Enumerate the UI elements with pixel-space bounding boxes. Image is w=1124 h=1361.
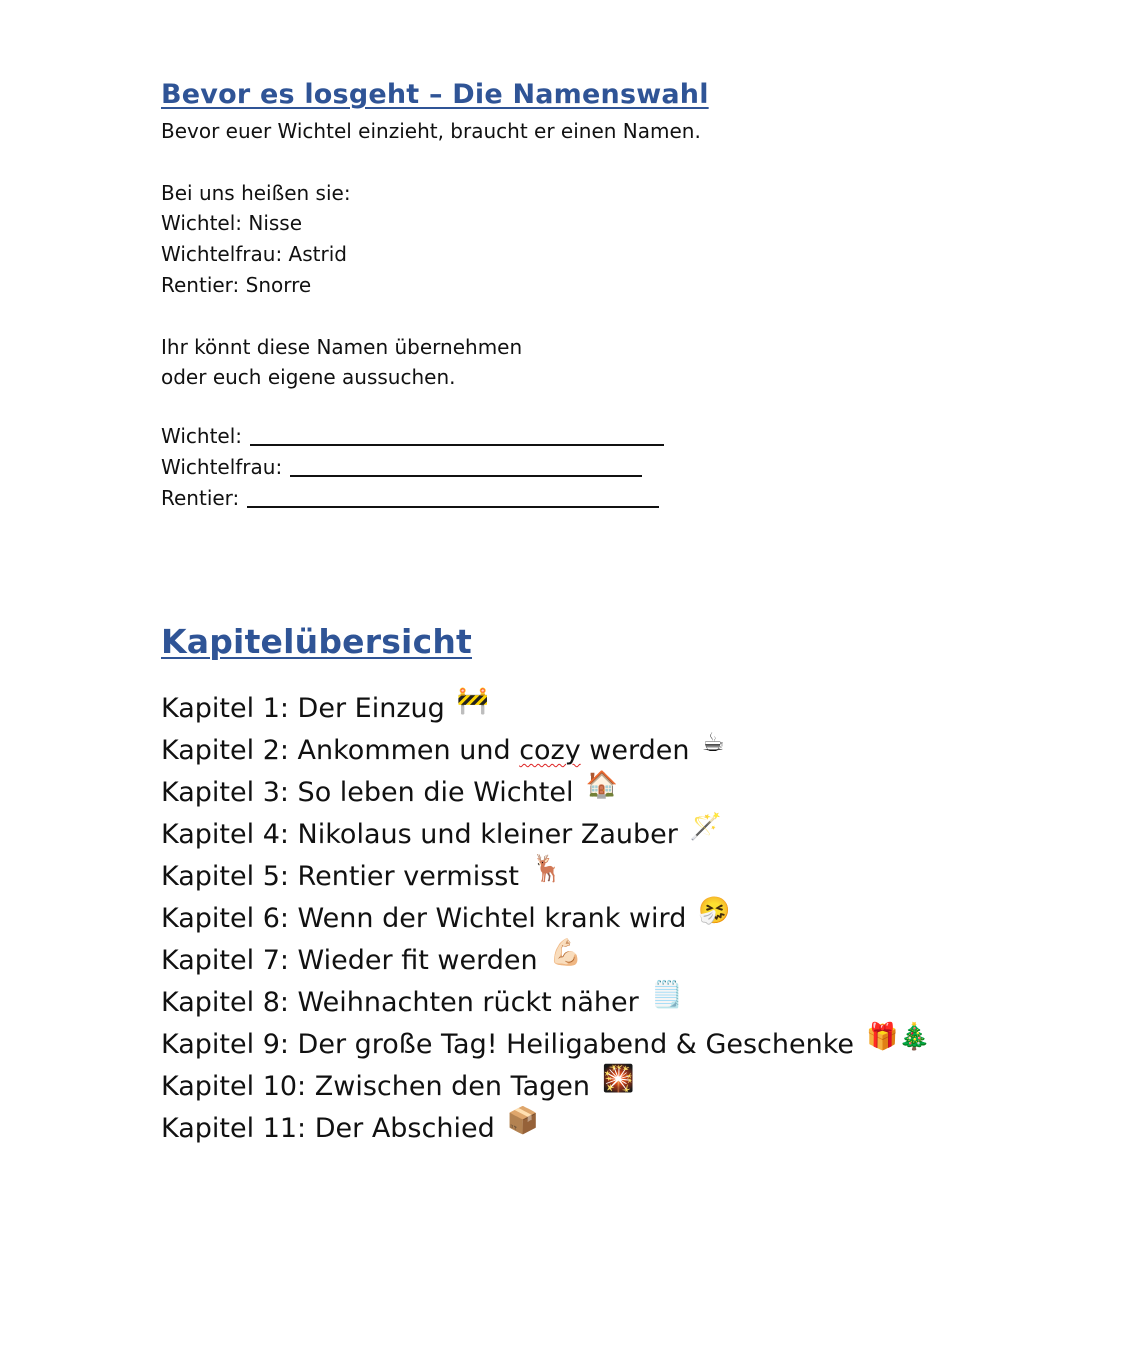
gift-and-tree-icon: 🎁🎄 — [866, 1022, 931, 1053]
chapter-item-3 — [161, 772, 1061, 814]
chapter-item-7 — [161, 940, 1061, 982]
section-title-namenswahl: Bevor es losgeht – Die Namenswahl — [161, 79, 709, 110]
chapter-label: Kapitel 9: Der große Tag! Heiligabend & Geschenke — [161, 1029, 855, 1061]
chapter-label-part: Kapitel 2: Ankommen und — [161, 735, 520, 767]
name-wichtelfrau: Wichtelfrau: Astrid — [161, 242, 347, 267]
chapter-list — [161, 688, 1061, 1150]
chapter-item-4 — [161, 814, 1061, 856]
fill-in-line[interactable] — [250, 424, 664, 446]
chapter-label: Kapitel 6: Wenn der Wichtel krank wird — [161, 903, 687, 935]
chapter-item-11 — [161, 1108, 1061, 1150]
sparkler-icon: 🎇 — [602, 1064, 635, 1095]
sneezing-face-icon: 🤧 — [698, 896, 731, 927]
name-wichtel: Wichtel: Nisse — [161, 211, 303, 236]
construction-icon: 🚧 — [456, 686, 490, 717]
document-page — [161, 74, 1061, 1150]
fill-in-label: Rentier: — [161, 486, 240, 511]
spacer — [161, 393, 1061, 421]
fill-in-label: Wichtel: — [161, 424, 243, 449]
section-title-kapiteluebersicht: Kapitelübersicht — [161, 622, 472, 662]
spacer — [161, 147, 1061, 178]
spacer — [161, 514, 1061, 618]
chapter-item-5 — [161, 856, 1061, 898]
fill-in-line[interactable] — [247, 486, 659, 508]
spacer — [161, 301, 1061, 332]
chapter-label: Kapitel 11: Der Abschied — [161, 1113, 495, 1145]
chapter-label-part: werden — [580, 735, 690, 767]
intro-text: Bevor euer Wichtel einzieht, braucht er einen Namen. — [161, 119, 701, 143]
flexed-biceps-icon: 💪🏻 — [549, 938, 582, 969]
chapter-label: Kapitel 7: Wieder fit werden — [161, 945, 538, 977]
chapter-label: Kapitel 4: Nikolaus und kleiner Zauber — [161, 819, 678, 851]
chapter-label: Kapitel 5: Rentier vermisst — [161, 861, 519, 893]
deer-icon: 🦌 — [530, 854, 564, 885]
fill-in-wichtelfrau[interactable] — [161, 452, 1061, 483]
fill-in-line[interactable] — [290, 455, 642, 477]
chapter-item-6 — [161, 898, 1061, 940]
fill-in-label: Wichtelfrau: — [161, 455, 283, 480]
chapter-label: Kapitel 1: Der Einzug — [161, 693, 445, 725]
chapter-label: Kapitel 3: So leben die Wichtel — [161, 777, 574, 809]
fill-in-rentier[interactable] — [161, 483, 1061, 514]
note-line-1: Ihr könnt diese Namen übernehmen — [161, 334, 523, 359]
house-icon: 🏠 — [585, 770, 618, 801]
chapter-label: Kapitel 8: Weihnachten rückt näher — [161, 987, 639, 1019]
notepad-icon: 🗒️ — [650, 980, 684, 1011]
fill-in-wichtel[interactable] — [161, 421, 1061, 452]
magic-wand-icon: 🪄 — [689, 812, 723, 843]
chapter-label: Kapitel 10: Zwischen den Tagen — [161, 1071, 591, 1103]
coffee-icon: ☕ — [701, 728, 725, 759]
package-icon: 📦 — [506, 1106, 540, 1137]
names-heading: Bei uns heißen sie: — [161, 180, 351, 205]
name-rentier: Rentier: Snorre — [161, 272, 312, 297]
spellcheck-flagged-word[interactable]: cozy — [519, 735, 581, 767]
chapter-item-10 — [161, 1066, 1061, 1108]
chapter-item-1 — [161, 688, 1061, 730]
note-line-2: oder euch eigene aussuchen. — [161, 365, 456, 390]
